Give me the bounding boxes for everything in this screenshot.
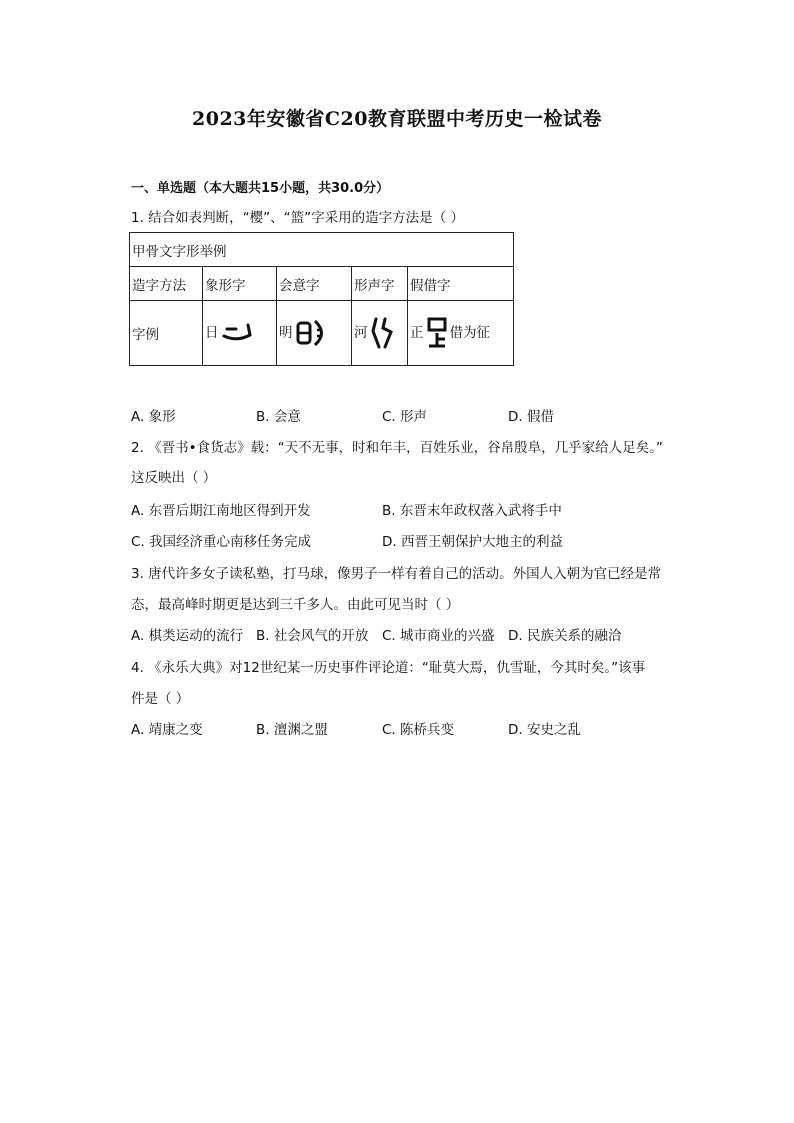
q2-option-c[interactable]: C. 我国经济重心南移任务完成: [131, 534, 312, 550]
table-row-label: 字例: [130, 301, 203, 366]
table-caption: 甲骨文字形举例: [130, 233, 514, 267]
oracle-ri-glyph-icon: [221, 320, 253, 346]
q3-option-d[interactable]: D. 民族关系的融洽: [508, 628, 622, 644]
oracle-he-glyph-icon: [370, 316, 396, 350]
q1-option-d[interactable]: D. 假借: [508, 409, 554, 425]
table-header-loan: 假借字: [408, 267, 514, 301]
question-2-stem-line-2: 这反映出（ ）: [131, 470, 217, 486]
oracle-bone-table: [129, 232, 514, 366]
q1-option-b[interactable]: B. 会意: [256, 409, 301, 425]
example-ming-cell: [277, 301, 352, 366]
q4-option-b[interactable]: B. 澶渊之盟: [256, 722, 328, 738]
example-zheng-note: 借为征: [449, 325, 490, 341]
example-he-char: 河: [354, 325, 368, 341]
q3-option-a[interactable]: A. 棋类运动的流行: [131, 628, 244, 644]
section-heading: 一、单选题（本大题共15小题，共30.0分）: [131, 181, 390, 196]
q3-option-c[interactable]: C. 城市商业的兴盛: [382, 628, 495, 644]
q4-option-c[interactable]: C. 陈桥兵变: [382, 722, 455, 738]
question-1-stem: 1. 结合如表判断，“樱”、“篮”字采用的造字方法是（ ）: [131, 210, 464, 226]
oracle-ming-glyph-icon: [295, 318, 329, 348]
table-header-ideograph: 会意字: [277, 267, 352, 301]
question-4-stem-line-2: 件是（ ）: [131, 691, 190, 707]
example-ri-cell: [203, 301, 277, 366]
question-3-stem-line-2: 态，最高峰时期更是达到三千多人。由此可见当时（ ）: [131, 597, 460, 613]
q1-option-c[interactable]: C. 形声: [382, 409, 428, 425]
q4-option-a[interactable]: A. 靖康之变: [131, 722, 203, 738]
exam-title: 2023年安徽省C20教育联盟中考历史一检试卷: [192, 108, 602, 130]
table-header-method: 造字方法: [130, 267, 203, 301]
q2-option-d[interactable]: D. 西晋王朝保护大地主的利益: [382, 534, 563, 550]
question-3-stem-line-1: 3. 唐代许多女子读私塾，打马球，像男子一样有着自己的活动。外国人入朝为官已经是常: [131, 566, 662, 582]
example-ming-char: 明: [279, 325, 293, 341]
example-ri-char: 日: [205, 325, 219, 341]
table-header-pictograph: 象形字: [203, 267, 277, 301]
oracle-zheng-glyph-icon: [426, 316, 450, 350]
q1-option-a[interactable]: A. 象形: [131, 409, 176, 425]
example-he-cell: [352, 301, 408, 366]
example-zheng-cell: [408, 301, 514, 366]
q3-option-b[interactable]: B. 社会风气的开放: [256, 628, 369, 644]
q2-option-b[interactable]: B. 东晋末年政权落入武将手中: [382, 503, 562, 519]
q2-option-a[interactable]: A. 东晋后期江南地区得到开发: [131, 503, 311, 519]
question-4-stem-line-1: 4. 《永乐大典》对12世纪某一历史事件评论道：“耻莫大焉，仇雪耻，今其时矣。”该事: [131, 660, 646, 676]
q4-option-d[interactable]: D. 安史之乱: [508, 722, 581, 738]
question-2-stem-line-1: 2. 《晋书•食货志》载：“天不无事，时和年丰，百姓乐业，谷帛殷阜，几乎家给人足矣。”: [131, 440, 663, 456]
example-zheng-char: 正: [410, 325, 424, 341]
table-header-phonogram: 形声字: [352, 267, 408, 301]
